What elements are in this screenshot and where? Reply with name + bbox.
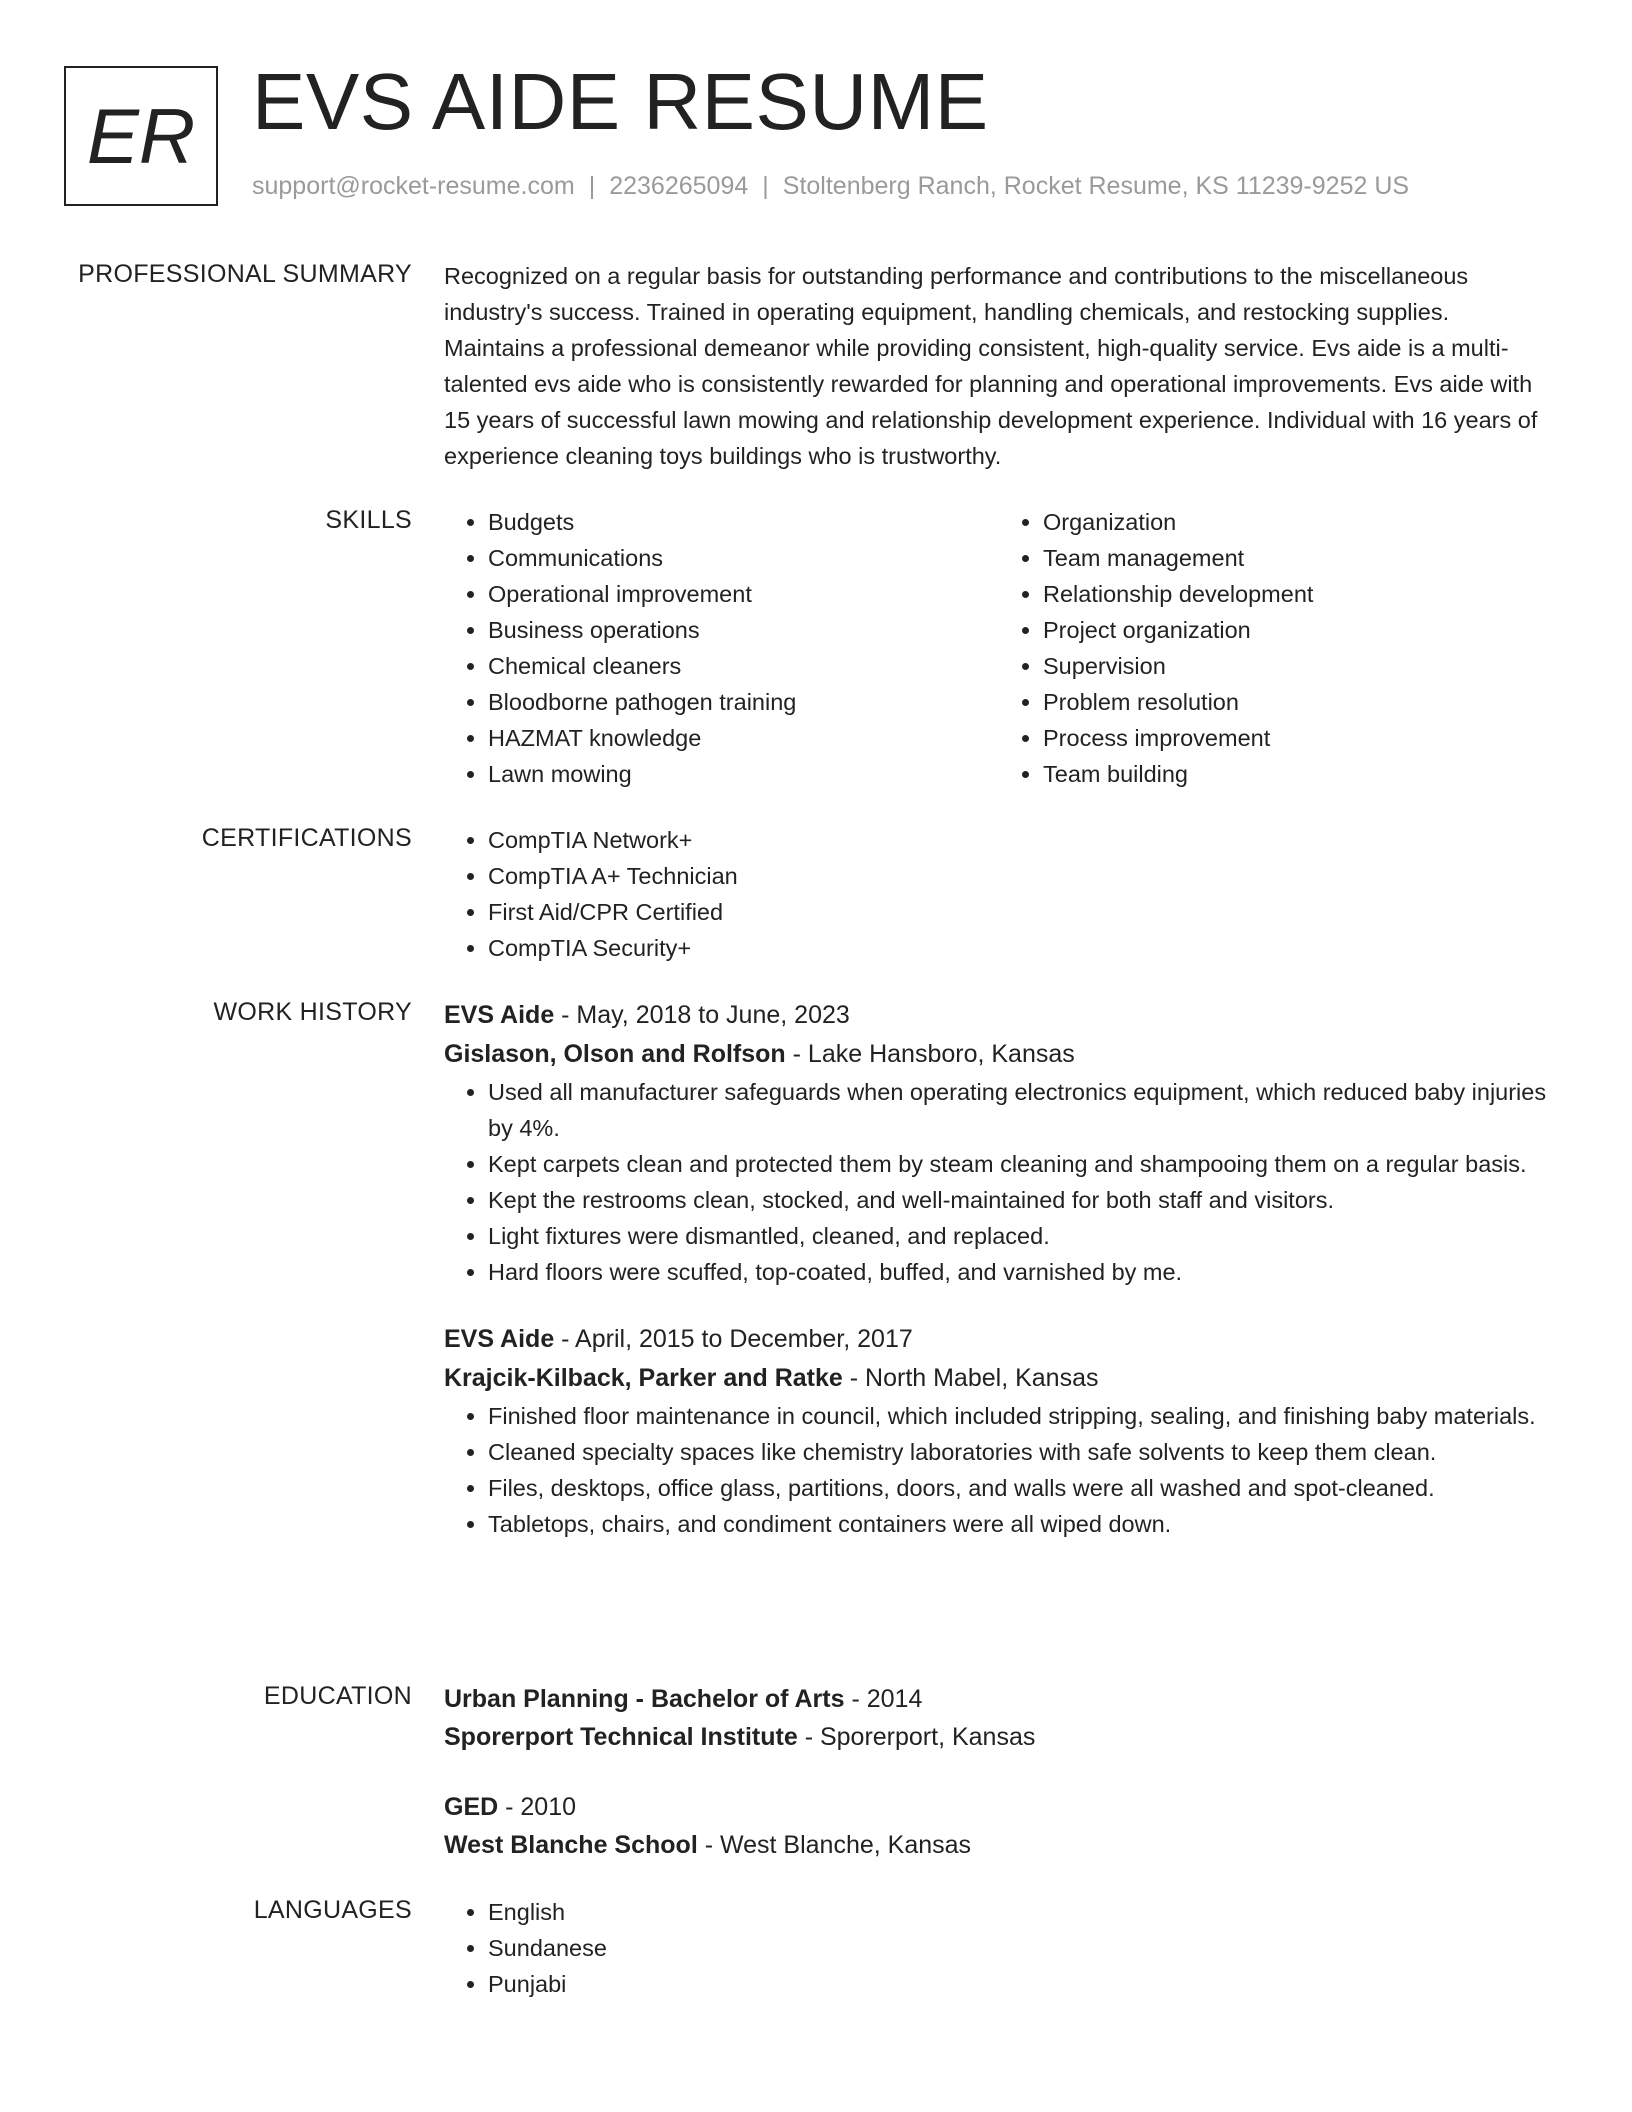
skill-item: • HAZMAT knowledge [488,720,999,756]
contact-separator: | [588,172,596,200]
language-item: • English [488,1894,1554,1930]
education-school-line [444,1826,1554,1864]
certification-item: • CompTIA Security+ [488,930,1554,966]
job-dates: - May, 2018 to June, 2023 [554,1001,850,1029]
job-bullet: • Used all manufacturer safeguards when operating electronics equipment, which reduced baby injuries by 4%. [488,1074,1554,1146]
job-entry [444,1320,1554,1542]
job-bullet: • Cleaned specialty spaces like chemistry laboratories with safe solvents to keep them clean. [488,1434,1554,1470]
job-company: Gislason, Olson and Rolfson [444,1040,786,1068]
job-title-line [444,996,1554,1035]
job-dates: - April, 2015 to December, 2017 [554,1325,913,1353]
certification-item: • CompTIA A+ Technician [488,858,1554,894]
skills-column-1 [444,504,999,792]
education-school-line [444,1718,1554,1756]
education-location: - West Blanche, Kansas [697,1831,972,1859]
job-bullet: • Light fixtures were dismantled, cleaned, and replaced. [488,1218,1554,1254]
section-label: LANGUAGES [253,1896,412,1924]
job-bullet: • Files, desktops, office glass, partitions, doors, and walls were all washed and spot-cleaned. [488,1470,1554,1506]
skill-item: • Business operations [488,612,999,648]
contact-email[interactable]: support@rocket-resume.com [252,172,575,200]
certification-item: • CompTIA Network+ [488,822,1554,858]
summary-text: Recognized on a regular basis for outstanding performance and contributions to the miscellaneous industry's success. Trained in operating equipment, handling chemicals, and restocking supplies. Maintains a professional demeanor while providing consistent, high-quality service. Evs aide is a multi-talented evs aide who is consistently rewarded for planning and operational improvements. Evs aide with 15 years of successful lawn mowing and relationship development experience. Individual with 16 years of experience cleaning toys buildings who is trustworthy. [444,263,1538,469]
skill-item: • Communications [488,540,999,576]
education-year: - 2010 [498,1793,577,1821]
education-year: - 2014 [844,1685,923,1713]
education-degree-line [444,1680,1554,1718]
contact-line [252,172,1409,201]
skill-item: • Problem resolution [1043,684,1554,720]
skill-item: • Bloodborne pathogen training [488,684,999,720]
job-bullets [444,1074,1554,1290]
resume-title: EVS AIDE RESUME [252,57,989,146]
education-location: - Sporerport, Kansas [797,1723,1036,1751]
certification-list [444,822,1554,966]
education-degree: GED [444,1793,499,1821]
education-entry [444,1788,1554,1864]
section-label: CERTIFICATIONS [201,824,412,852]
language-item: • Sundanese [488,1930,1554,1966]
contact-address: Stoltenberg Ranch, Rocket Resume, KS 11239-9252 US [782,172,1410,200]
education-degree: Urban Planning - Bachelor of Arts [444,1685,845,1713]
education-school: Sporerport Technical Institute [444,1723,798,1751]
section-label: PROFESSIONAL SUMMARY [78,260,412,288]
contact-separator: | [762,172,769,200]
job-bullet: • Hard floors were scuffed, top-coated, buffed, and varnished by me. [488,1254,1554,1290]
language-item: • Punjabi [488,1966,1554,2002]
job-bullets [444,1398,1554,1542]
section-label: WORK HISTORY [213,998,412,1026]
skills-column-2 [999,504,1554,792]
skill-item: • Operational improvement [488,576,999,612]
job-title: EVS Aide [444,1325,555,1353]
skill-item: • Organization [1043,504,1554,540]
job-bullet: • Tabletops, chairs, and condiment containers were all wiped down. [488,1506,1554,1542]
skill-item: • Team building [1043,756,1554,792]
skill-item: • Relationship development [1043,576,1554,612]
job-company-line [444,1035,1554,1074]
job-title-line [444,1320,1554,1359]
job-company: Krajcik-Kilback, Parker and Ratke [444,1364,843,1392]
job-bullet: • Kept the restrooms clean, stocked, and well-maintained for both staff and visitors. [488,1182,1554,1218]
education-entry [444,1680,1554,1756]
skill-item: • Project organization [1043,612,1554,648]
skill-item: • Supervision [1043,648,1554,684]
skill-item: • Budgets [488,504,999,540]
job-bullet: • Kept carpets clean and protected them by steam cleaning and shampooing them on a regular basis. [488,1146,1554,1182]
job-company-line [444,1359,1554,1398]
job-entry [444,996,1554,1290]
job-location: - North Mabel, Kansas [842,1364,1099,1392]
skill-item: • Chemical cleaners [488,648,999,684]
certification-item: • First Aid/CPR Certified [488,894,1554,930]
education-school: West Blanche School [444,1831,698,1859]
contact-phone[interactable]: 2236265094 [609,172,749,200]
job-title: EVS Aide [444,1001,555,1029]
skill-item: • Lawn mowing [488,756,999,792]
language-list [444,1894,1554,2002]
skill-item: • Team management [1043,540,1554,576]
education-degree-line [444,1788,1554,1826]
job-bullet: • Finished floor maintenance in council, which included stripping, sealing, and finishing baby materials. [488,1398,1554,1434]
monogram-logo: ER [64,66,218,206]
section-label: SKILLS [325,506,412,534]
job-location: - Lake Hansboro, Kansas [785,1040,1075,1068]
skill-item: • Process improvement [1043,720,1554,756]
section-label: EDUCATION [263,1682,412,1710]
